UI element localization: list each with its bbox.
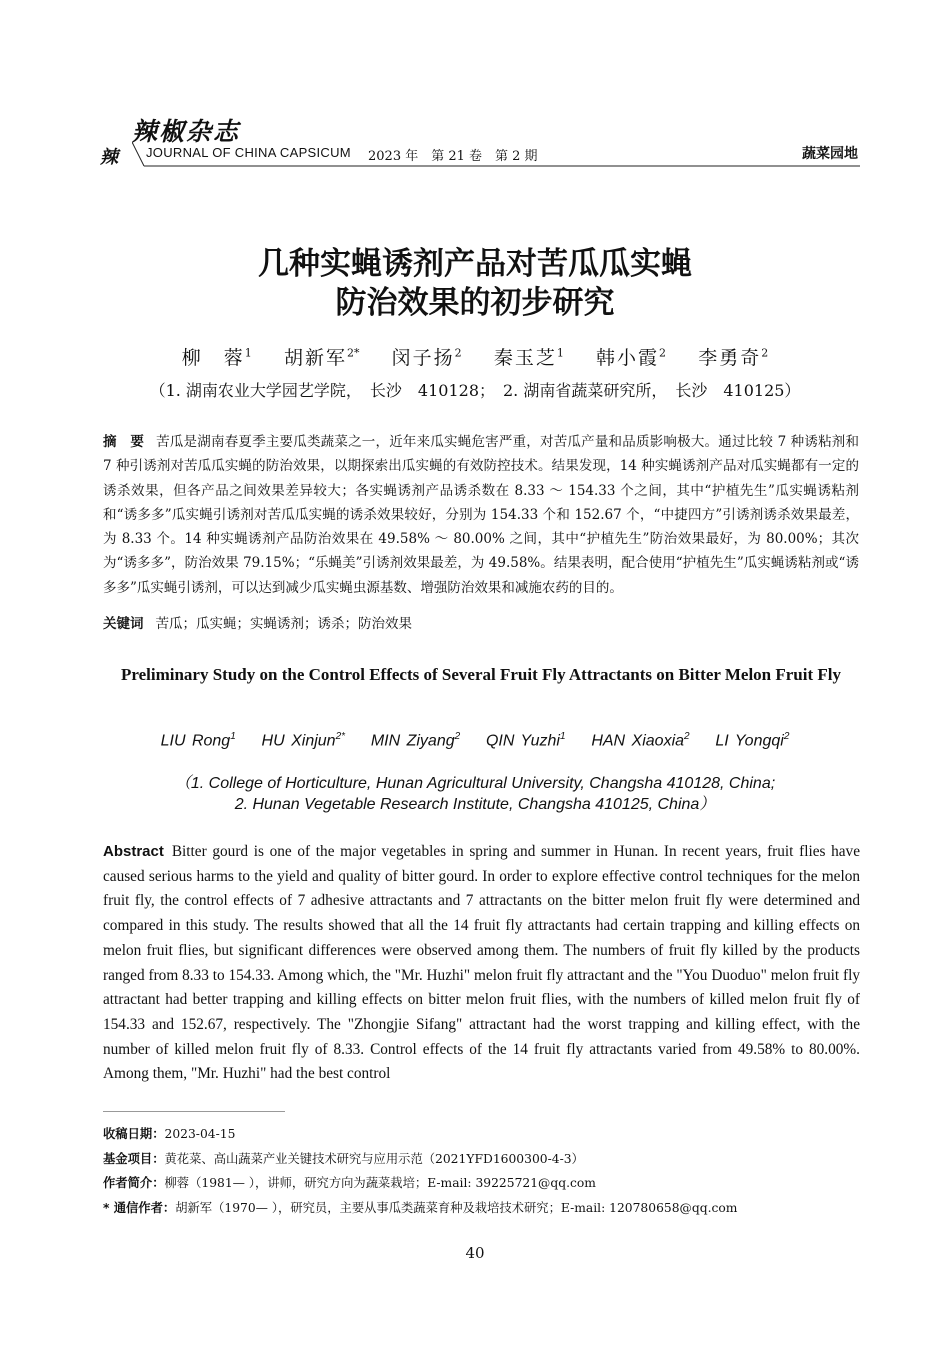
page-number: 40 xyxy=(465,1244,485,1262)
author-sup: 2 xyxy=(454,346,462,360)
author-zh: 韩小霞 xyxy=(596,347,660,369)
author-en: HAN Xiaoxia xyxy=(591,732,685,750)
footnotes xyxy=(103,1122,863,1220)
abstract-zh xyxy=(103,430,859,600)
affiliations-zh: （1. 湖南农业大学园艺学院， 长沙 410128； 2. 湖南省蔬菜研究所， 长沙 410125） xyxy=(149,381,801,400)
affiliations-en xyxy=(0,773,950,815)
footnote-label: 收稿日期： xyxy=(103,1127,165,1141)
section-name: 蔬菜园地 xyxy=(802,146,858,162)
author-sup: 1 xyxy=(556,346,564,360)
footnote xyxy=(103,1171,863,1196)
title-zh-line-1: 几种实蝇诱剂产品对苦瓜瓜实蝇 xyxy=(258,246,692,282)
title-zh-line-2: 防治效果的初步研究 xyxy=(335,285,615,321)
footnote-text: 柳蓉（1981— ），讲师，研究方向为蔬菜栽培；E-mail: 39225721@qq.com xyxy=(164,1176,596,1190)
journal-mark-icon: 辣 xyxy=(100,147,118,168)
author-en: QIN Yuzhi xyxy=(485,732,560,750)
author-sup: 1 xyxy=(559,731,566,742)
keywords-zh-label: 关键词 xyxy=(103,616,144,632)
journal-logo: 辣椒杂志 xyxy=(132,117,241,146)
affiliation-en-line: 2. Hunan Vegetable Research Institute, Changsha 410125, China） xyxy=(234,796,716,813)
abstract-en-text: Bitter gourd is one of the major vegetables in spring and summer in Hunan. In recent years, fruit flies have caused serious harms to the yield and quality of bitter gourd. In order to explore effective control techniques for the melon fruit fly, the control effects of 7 adhesive attractants and 7 attractants on the bitter melon fruit fly were determined and compared in this study. The results showed that all the 14 fruit fly attractants had certain trapping and killing effects on melon fruit flies, but significant differences were observed among them. The numbers of fruit fly killed by the products ranged from 8.33 to 154.33. Among which, the "Mr. Huzhi" melon fruit fly attractant and the "You Duoduo" melon fruit fly attractant had better trapping and killing effects on bitter melon fruit flies, with the numbers of killed melon fruit fly of 154.33 and 152.67, respectively. The "Zhongjie Sifang" attractant had the worst trapping and killing effect, with the number of killed melon fruit fly of 8.33. Control effects of the 14 fruit fly attractants varied from 49.58% to 80.00%. Among them, "Mr. Huzhi" had the best control xyxy=(103,843,860,1083)
author-zh: 李勇奇 xyxy=(698,347,762,369)
issue-info: 2023 年 第 21 卷 第 2 期 xyxy=(368,149,538,164)
author-zh: 秦玉芝 xyxy=(493,347,557,369)
author-sup: 2* xyxy=(335,731,346,742)
author-zh: 闵子扬 xyxy=(391,347,455,369)
footnote-label: * 通信作者： xyxy=(103,1200,176,1215)
title-en: Preliminary Study on the Control Effects of Several Fruit Fly Attractants on Bitter Melon Fruit Fly xyxy=(120,665,842,684)
author-sup: 2* xyxy=(346,346,360,360)
footnote-label: 作者简介： xyxy=(103,1176,165,1190)
authors-zh xyxy=(0,343,950,370)
author-en: LI Yongqi xyxy=(715,732,784,750)
author-sup: 2 xyxy=(783,731,790,742)
footnote-text: 2023-04-15 xyxy=(164,1127,236,1141)
author-zh: 柳 蓉 xyxy=(181,347,245,369)
author-sup: 2 xyxy=(761,346,769,360)
author-sup: 2 xyxy=(659,346,667,360)
author-sup: 2 xyxy=(684,731,690,742)
author-zh: 胡新军 xyxy=(283,347,347,369)
footnote xyxy=(103,1147,863,1172)
journal-name-en: JOURNAL OF CHINA CAPSICUM xyxy=(146,145,351,160)
abstract-zh-text: 苦瓜是湖南春夏季主要瓜类蔬菜之一，近年来瓜实蝇危害严重，对苦瓜产量和品质影响极大。通过比较 7 种诱粘剂和 7 种引诱剂对苦瓜瓜实蝇的防治效果，以期探索出瓜实蝇的有效防控技术。结果发现，14 种实蝇诱剂产品对瓜实蝇都有一定的诱杀效果，但各产品之间效果差异较大；各实蝇诱剂产品诱杀数在 8.33 ～ 154.33 个之间，其中“护植先生”瓜实蝇诱粘剂和“诱多多”瓜实蝇引诱剂对苦瓜瓜实蝇的诱杀效果较好，分别为 154.33 个和 152.67 个，“中捷四方”引诱剂诱杀效果最差，为 8.33 个。14 种实蝇诱剂产品防治效果在 49.58% ～ 80.00% 之间，其中“护植先生”防治效果最好，为 80.00%；其次为“诱多多”，防治效果 79.15%；“乐蝇美”引诱剂效果最差，为 49.58%。结果表明，配合使用“护植先生”瓜实蝇诱粘剂或“诱多多”瓜实蝇引诱剂，可以达到减少瓜实蝇虫源基数、增强防治效果和减施农药的目的。 xyxy=(103,434,860,596)
author-en: LIU Rong xyxy=(160,732,231,750)
author-sup: 2 xyxy=(454,731,461,742)
keywords-zh-text: 苦瓜；瓜实蝇；实蝇诱剂；诱杀；防治效果 xyxy=(155,616,412,632)
abstract-en xyxy=(103,840,860,1087)
abstract-zh-label: 摘 要 xyxy=(103,434,145,450)
footnote xyxy=(103,1196,863,1221)
author-en: MIN Ziyang xyxy=(370,732,455,750)
footnote xyxy=(103,1122,863,1147)
affiliation-en-line: （1. College of Horticulture, Hunan Agricultural University, Changsha 410128, China; xyxy=(174,775,776,792)
footnote-rule xyxy=(103,1111,285,1112)
footnote-text: 胡新军（1970— ），研究员，主要从事瓜类蔬菜育种及栽培技术研究；E-mail: 120780658@qq.com xyxy=(175,1200,738,1215)
footnote-label: 基金项目： xyxy=(103,1151,165,1166)
footnote-text: 黄花菜、高山蔬菜产业关键技术研究与应用示范（2021YFD1600300-4-3） xyxy=(164,1151,584,1166)
author-sup: 1 xyxy=(230,731,236,742)
author-en: HU Xinjun xyxy=(261,732,336,750)
author-sup: 1 xyxy=(244,346,252,360)
keywords-zh xyxy=(103,614,859,634)
abstract-en-label: Abstract xyxy=(103,843,164,860)
authors-en xyxy=(0,731,950,750)
